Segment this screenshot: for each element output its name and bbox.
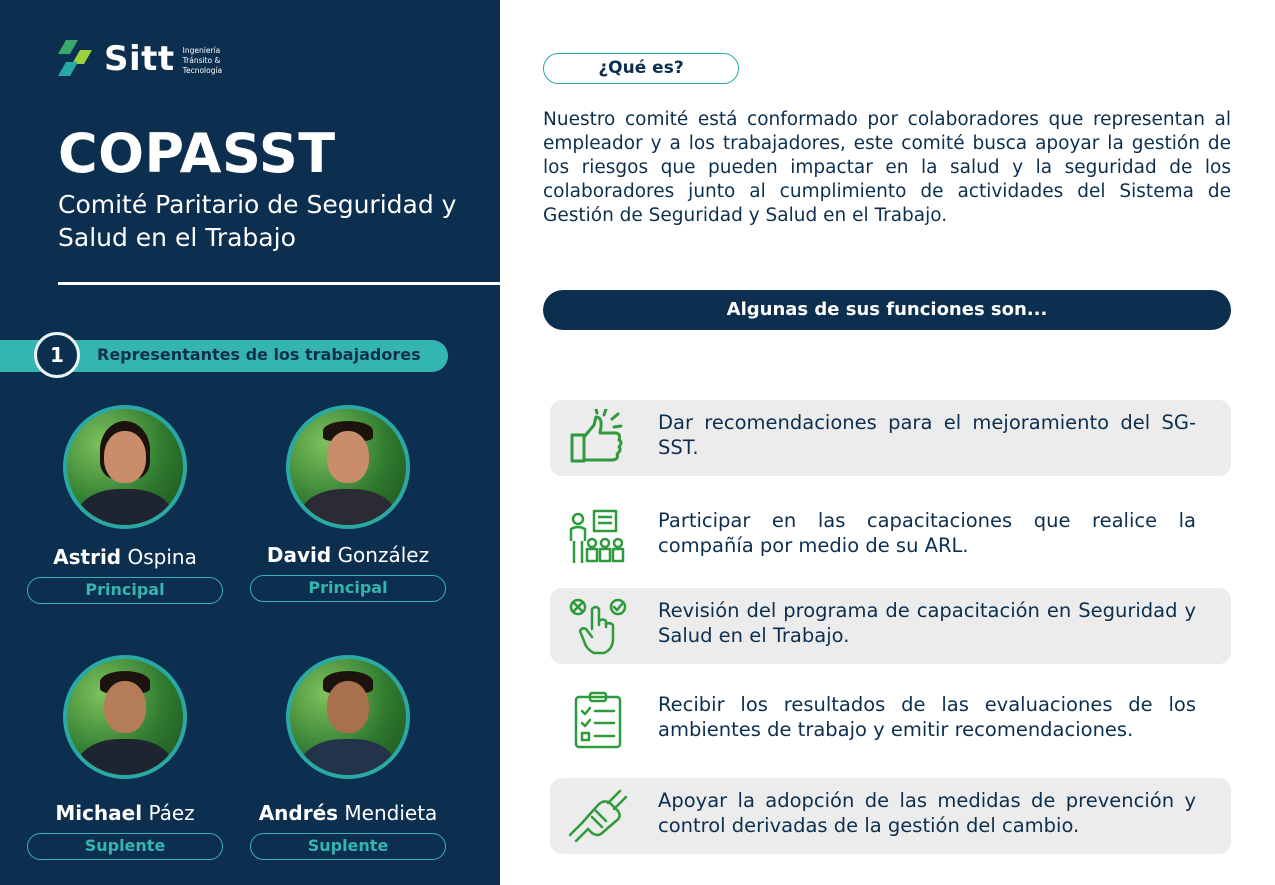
- function-item: [550, 778, 1231, 854]
- function-text: Participar en las capacitaciones que realice la compañía por medio de su ARL.: [658, 509, 1196, 557]
- avatar: [286, 655, 410, 779]
- intro-paragraph: Nuestro comité está conformado por colaboradores que representan al empleador y a los trabajadores, este comité busca apoyar la gestión de los riesgos que pueden impactar en la salud y la seguridad de los colaboradores junto al cumplimiento de actividades del Sistema de Gestión de Seguridad y Salud en el Trabajo.: [543, 109, 1231, 226]
- hand-choice-icon: [568, 597, 628, 655]
- person-name: Michael Páez: [55, 801, 195, 825]
- function-item: [550, 588, 1231, 664]
- person-card: [248, 405, 448, 602]
- function-text: Revisión del programa de capacitación en Seguridad y Salud en el Trabajo.: [658, 599, 1196, 647]
- person-name: Andrés Mendieta: [258, 801, 438, 825]
- page-subtitle: Comité Paritario de Seguridad y Salud en el Trabajo: [58, 190, 457, 252]
- what-is-label: ¿Qué es?: [543, 53, 739, 84]
- avatar: [286, 405, 410, 529]
- person-name: Astrid Ospina: [53, 545, 197, 569]
- avatar: [63, 655, 187, 779]
- function-text: Recibir los resultados de las evaluaciones de los ambientes de trabajo y emitir recomendaciones.: [658, 693, 1196, 741]
- function-text: Dar recomendaciones para el mejoramiento del SG-SST.: [658, 411, 1196, 459]
- person-card: [25, 655, 225, 860]
- section-label: Representantes de los trabajadores: [97, 345, 421, 364]
- left-panel: [0, 0, 500, 885]
- training-icon: [568, 507, 628, 565]
- page-title: COPASST: [58, 122, 336, 185]
- brand-tagline: Ingeniería Tránsito & Tecnología: [182, 46, 223, 75]
- sitt-logo-icon: [56, 36, 96, 82]
- title-divider: [58, 282, 500, 285]
- handshake-icon: [568, 787, 628, 845]
- section-number: 1: [34, 332, 80, 378]
- function-item: [550, 682, 1231, 758]
- role-badge: Principal: [27, 577, 223, 604]
- role-badge: Principal: [250, 575, 446, 602]
- role-badge: Suplente: [27, 833, 223, 860]
- function-text: Apoyar la adopción de las medidas de prevención y control derivadas de la gestión del cambio.: [658, 789, 1196, 837]
- person-name: David González: [266, 543, 430, 567]
- thumbs-up-icon: [568, 409, 628, 467]
- avatar: [63, 405, 187, 529]
- person-card: [248, 655, 448, 860]
- functions-header: Algunas de sus funciones son...: [543, 290, 1231, 330]
- person-card: [25, 405, 225, 604]
- right-panel: [500, 0, 1275, 885]
- function-item: [550, 498, 1231, 574]
- role-badge: Suplente: [250, 833, 446, 860]
- checklist-icon: [568, 691, 628, 749]
- brand-logo: [56, 36, 222, 82]
- function-item: [550, 400, 1231, 476]
- brand-name: Sitt: [104, 39, 175, 79]
